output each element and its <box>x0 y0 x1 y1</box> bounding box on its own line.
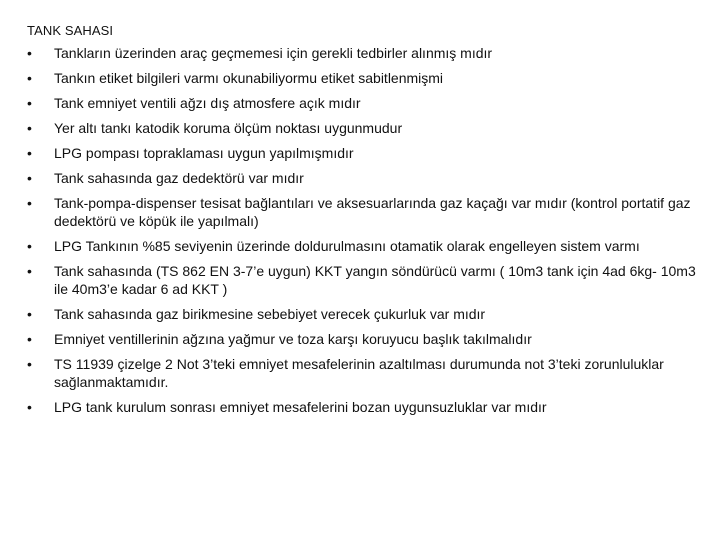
bullet-icon: • <box>27 145 32 161</box>
list-item-text: Yer altı tankı katodik koruma ölçüm noktası uygunmudur <box>54 120 403 136</box>
list-item-text: Tank sahasında (TS 862 EN 3-7’e uygun) KKT yangın söndürücü varmı ( 10m3 tank için 4ad 6kg- 10m3 ile 40m3’e kadar 6 ad KKT ) <box>54 263 696 297</box>
list-item <box>27 94 707 112</box>
checklist <box>27 44 707 423</box>
list-item-text: Tankların üzerinden araç geçmemesi için gerekli tedbirler alınmış mıdır <box>54 45 493 61</box>
list-item <box>27 237 707 255</box>
list-item-text: Tank sahasında gaz dedektörü var mıdır <box>54 170 304 186</box>
list-item <box>27 44 707 62</box>
list-item <box>27 144 707 162</box>
list-item-text: Emniyet ventillerinin ağzına yağmur ve toza karşı koruyucu başlık takılmalıdır <box>54 331 532 347</box>
bullet-icon: • <box>27 356 32 372</box>
list-item <box>27 398 707 416</box>
list-item <box>27 355 707 391</box>
list-item-text: Tank-pompa-dispenser tesisat bağlantıları ve aksesuarlarında gaz kaçağı var mıdır (kontrol portatif gaz dedektörü ve köpük ile yapılmalı) <box>54 195 691 229</box>
bullet-icon: • <box>27 263 32 279</box>
list-item <box>27 119 707 137</box>
bullet-icon: • <box>27 238 32 254</box>
bullet-icon: • <box>27 70 32 86</box>
bullet-icon: • <box>27 331 32 347</box>
list-item <box>27 194 707 230</box>
bullet-icon: • <box>27 170 32 186</box>
list-item <box>27 69 707 87</box>
list-item <box>27 262 707 298</box>
list-item-text: Tankın etiket bilgileri varmı okunabiliyormu etiket sabitlenmişmi <box>54 70 444 86</box>
list-item <box>27 169 707 187</box>
list-item-text: Tank emniyet ventili ağzı dış atmosfere açık mıdır <box>54 95 361 111</box>
list-item-text: LPG pompası topraklaması uygun yapılmışmıdır <box>54 145 354 161</box>
bullet-icon: • <box>27 399 32 415</box>
list-item-text: LPG tank kurulum sonrası emniyet mesafelerini bozan uygunsuzluklar var mıdır <box>54 399 547 415</box>
list-item-text: LPG Tankının %85 seviyenin üzerinde doldurulmasını otamatik olarak engelleyen sistem varmı <box>54 238 640 254</box>
list-item <box>27 330 707 348</box>
bullet-icon: • <box>27 95 32 111</box>
list-item-text: Tank sahasında gaz birikmesine sebebiyet verecek çukurluk var mıdır <box>54 306 486 322</box>
bullet-icon: • <box>27 120 32 136</box>
list-item <box>27 305 707 323</box>
bullet-icon: • <box>27 195 32 211</box>
bullet-icon: • <box>27 306 32 322</box>
page-title: TANK SAHASI <box>27 23 114 38</box>
bullet-icon: • <box>27 45 32 61</box>
list-item-text: TS 11939 çizelge 2 Not 3’teki emniyet mesafelerinin azaltılması durumunda not 3’teki zorunluluklar sağlanmaktamıdır. <box>54 356 664 390</box>
